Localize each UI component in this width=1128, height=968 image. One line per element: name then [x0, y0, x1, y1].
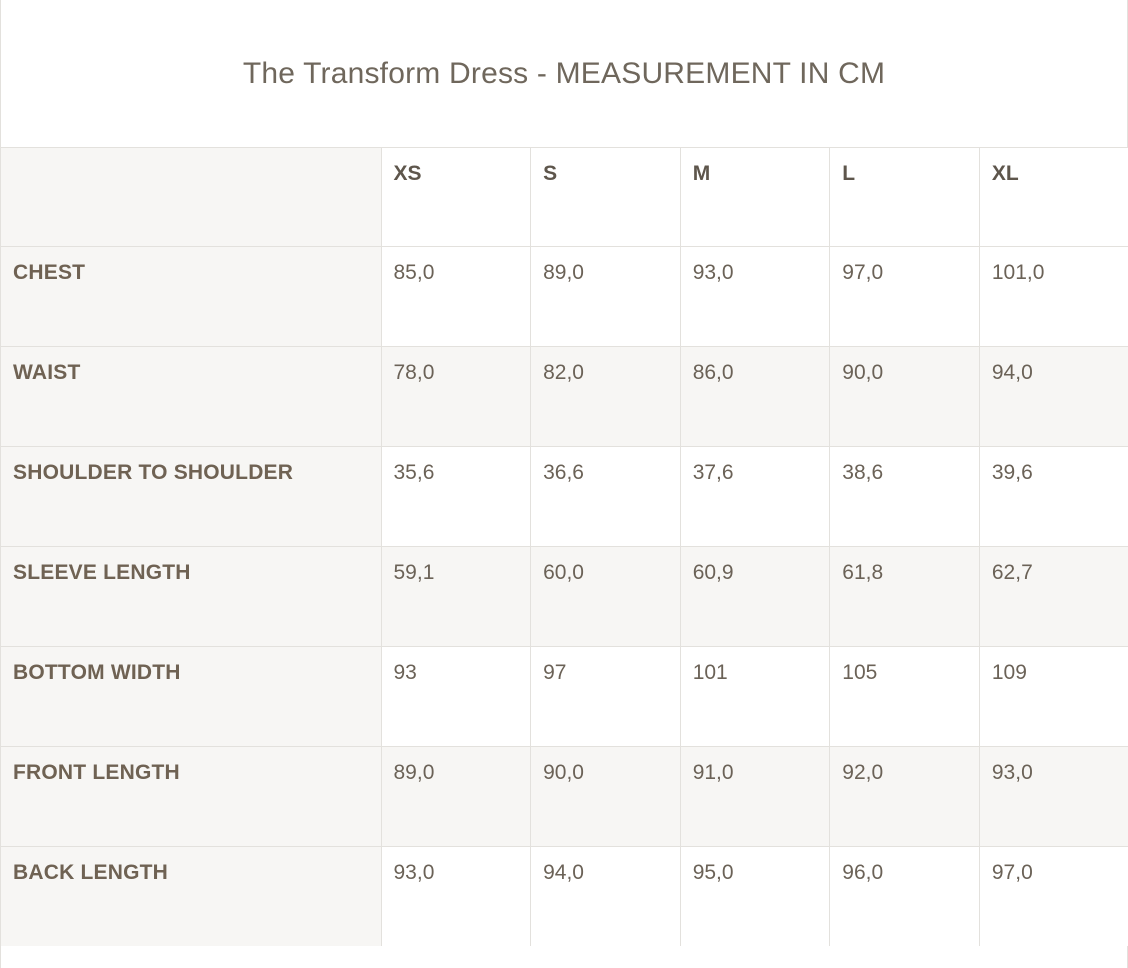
page-title: The Transform Dress - MEASUREMENT IN CM [242, 56, 886, 90]
cell-value: 93 [381, 646, 531, 746]
column-header-xs: XS [381, 148, 531, 246]
table-row [1, 846, 1128, 946]
cell-value: 62,7 [979, 546, 1128, 646]
table-row [1, 246, 1128, 346]
table-body [1, 246, 1128, 946]
cell-value: 94,0 [531, 846, 681, 946]
table-row [1, 746, 1128, 846]
cell-value: 60,9 [680, 546, 830, 646]
cell-value: 60,0 [531, 546, 681, 646]
cell-value: 86,0 [680, 346, 830, 446]
cell-value: 94,0 [979, 346, 1128, 446]
cell-value: 97,0 [979, 846, 1128, 946]
cell-value: 105 [830, 646, 980, 746]
table-row [1, 646, 1128, 746]
cell-value: 82,0 [531, 346, 681, 446]
column-header-xl: XL [979, 148, 1128, 246]
header-row [1, 148, 1128, 246]
cell-value: 101,0 [979, 246, 1128, 346]
cell-value: 95,0 [680, 846, 830, 946]
row-label: BOTTOM WIDTH [1, 646, 381, 746]
cell-value: 89,0 [531, 246, 681, 346]
cell-value: 93,0 [381, 846, 531, 946]
column-header-m: M [680, 148, 830, 246]
size-measurement-table [1, 148, 1128, 946]
row-label: SLEEVE LENGTH [1, 546, 381, 646]
table-row [1, 546, 1128, 646]
column-header-s: S [531, 148, 681, 246]
cell-value: 39,6 [979, 446, 1128, 546]
cell-value: 36,6 [531, 446, 681, 546]
column-header-l: L [830, 148, 980, 246]
cell-value: 90,0 [830, 346, 980, 446]
cell-value: 101 [680, 646, 830, 746]
table-header [1, 148, 1128, 246]
cell-value: 92,0 [830, 746, 980, 846]
table-row [1, 446, 1128, 546]
table-corner-cell [1, 148, 381, 246]
title-band [1, 0, 1127, 148]
cell-value: 97,0 [830, 246, 980, 346]
cell-value: 96,0 [830, 846, 980, 946]
cell-value: 109 [979, 646, 1128, 746]
cell-value: 97 [531, 646, 681, 746]
cell-value: 61,8 [830, 546, 980, 646]
row-label: WAIST [1, 346, 381, 446]
cell-value: 85,0 [381, 246, 531, 346]
cell-value: 89,0 [381, 746, 531, 846]
cell-value: 91,0 [680, 746, 830, 846]
cell-value: 93,0 [979, 746, 1128, 846]
cell-value: 78,0 [381, 346, 531, 446]
table-row [1, 346, 1128, 446]
row-label: CHEST [1, 246, 381, 346]
cell-value: 37,6 [680, 446, 830, 546]
cell-value: 35,6 [381, 446, 531, 546]
cell-value: 93,0 [680, 246, 830, 346]
row-label: SHOULDER TO SHOULDER [1, 446, 381, 546]
row-label: FRONT LENGTH [1, 746, 381, 846]
cell-value: 59,1 [381, 546, 531, 646]
row-label: BACK LENGTH [1, 846, 381, 946]
cell-value: 90,0 [531, 746, 681, 846]
cell-value: 38,6 [830, 446, 980, 546]
